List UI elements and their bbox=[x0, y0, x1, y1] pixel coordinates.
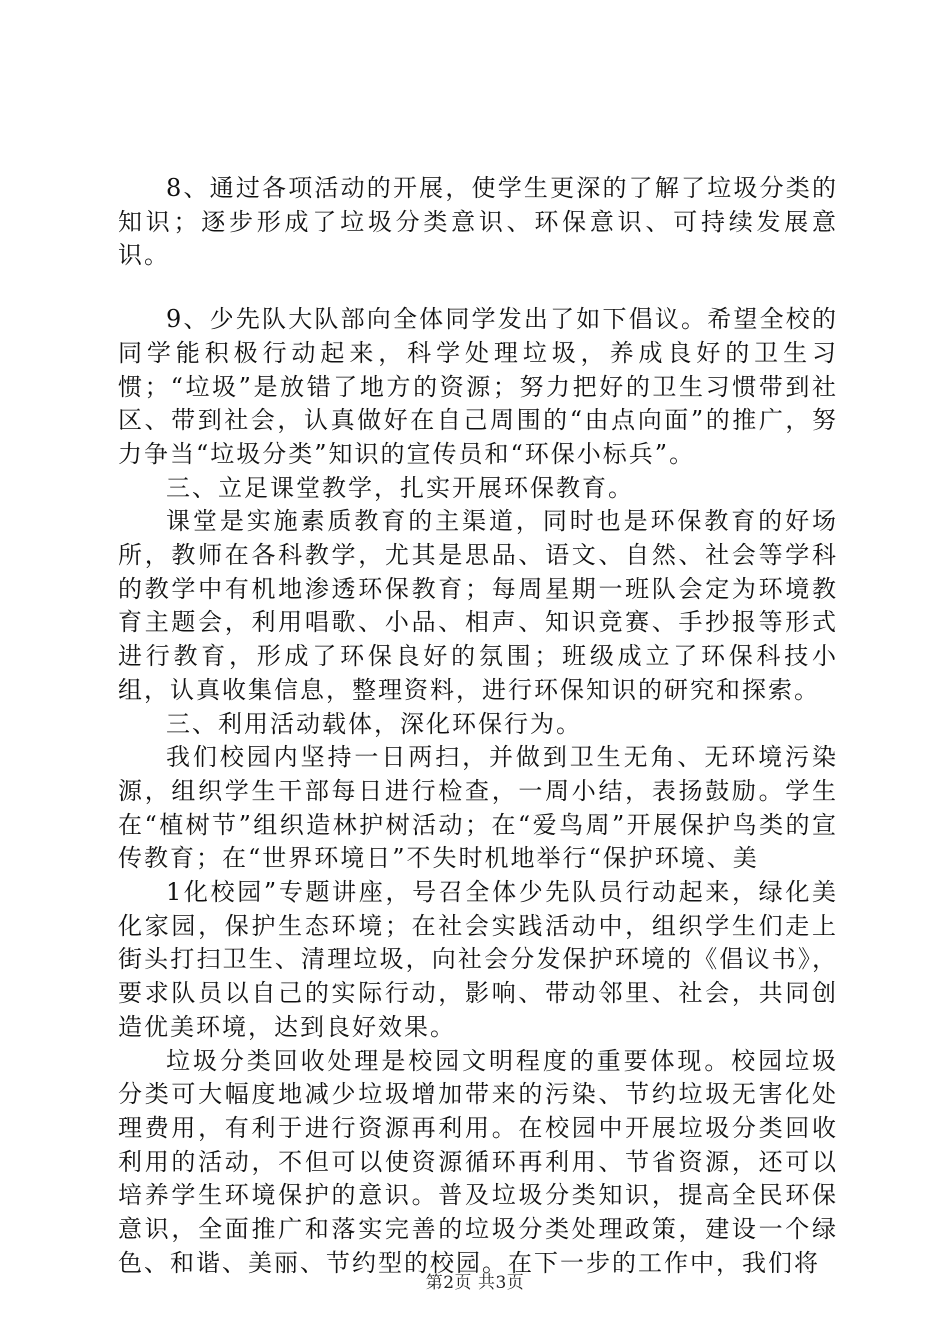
section-heading-classroom: 三、立足课堂教学，扎实开展环保教育。 bbox=[166, 473, 634, 502]
paragraph-sorting: 垃圾分类回收处理是校园文明程度的重要体现。校园垃圾分类可大幅度地减少垃圾增加带来的污染、节约垃圾无害化处理费用，有利于进行资源再利用。在校园中开展垃圾分类回收利用的活动，不但可以使资源循环再利用、节省资源，还可以培养学生环境保护的意识。普及垃圾分类知识，提高全民环保意识，全面推广和落实完善的垃圾分类处理政策，建设一个绿色、和谐、美丽、节约型的校园。在下一步的工作中，我们将 bbox=[118, 1046, 838, 1277]
paragraph-campus: 我们校园内坚持一日两扫，并做到卫生无角、无环境污染源，组织学生干部每日进行检查，一周小结，表扬鼓励。学生在“植树节”组织造林护树活动；在“爱鸟周”开展保护鸟类的宣传教育；在“世界环境日”不失时机地举行“保护环境、美 bbox=[118, 743, 838, 873]
paragraph-campus-continued: 1化校园”专题讲座，号召全体少先队员行动起来，绿化美化家园，保护生态环境；在社会实践活动中，组织学生们走上街头打扫卫生、清理垃圾，向社会分发保护环境的《倡议书》，要求队员以自己的实际行动，影响、带动邻里、社会，共同创造优美环境，达到良好效果。 bbox=[118, 878, 838, 1041]
document-body bbox=[118, 172, 838, 1281]
section-heading-activities: 三、利用活动载体，深化环保行为。 bbox=[166, 709, 582, 738]
page-number: 第2页 共3页 bbox=[425, 1273, 525, 1293]
paragraph-classroom: 课堂是实施素质教育的主渠道，同时也是环保教育的好场所，教师在各科教学，尤其是思品、语文、自然、社会等学科的教学中有机地渗透环保教育；每周星期一班队会定为环境教育主题会，利用唱歌、小品、相声、知识竞赛、手抄报等形式进行教育，形成了环保良好的氛围；班级成立了环保科技小组，认真收集信息，整理资料，进行环保知识的研究和探索。 bbox=[118, 507, 838, 704]
paragraph-item-8: 8、通过各项活动的开展，使学生更深的了解了垃圾分类的知识；逐步形成了垃圾分类意识、环保意识、可持续发展意识。 bbox=[118, 174, 838, 270]
paragraph-item-9: 9、少先队大队部向全体同学发出了如下倡议。希望全校的同学能积极行动起来，科学处理垃圾，养成良好的卫生习惯；“垃圾”是放错了地方的资源；努力把好的卫生习惯带到社区、带到社会，认真做好在自己周围的“由点向面”的推广，努力争当“垃圾分类”知识的宣传员和“环保小标兵”。 bbox=[118, 305, 838, 468]
